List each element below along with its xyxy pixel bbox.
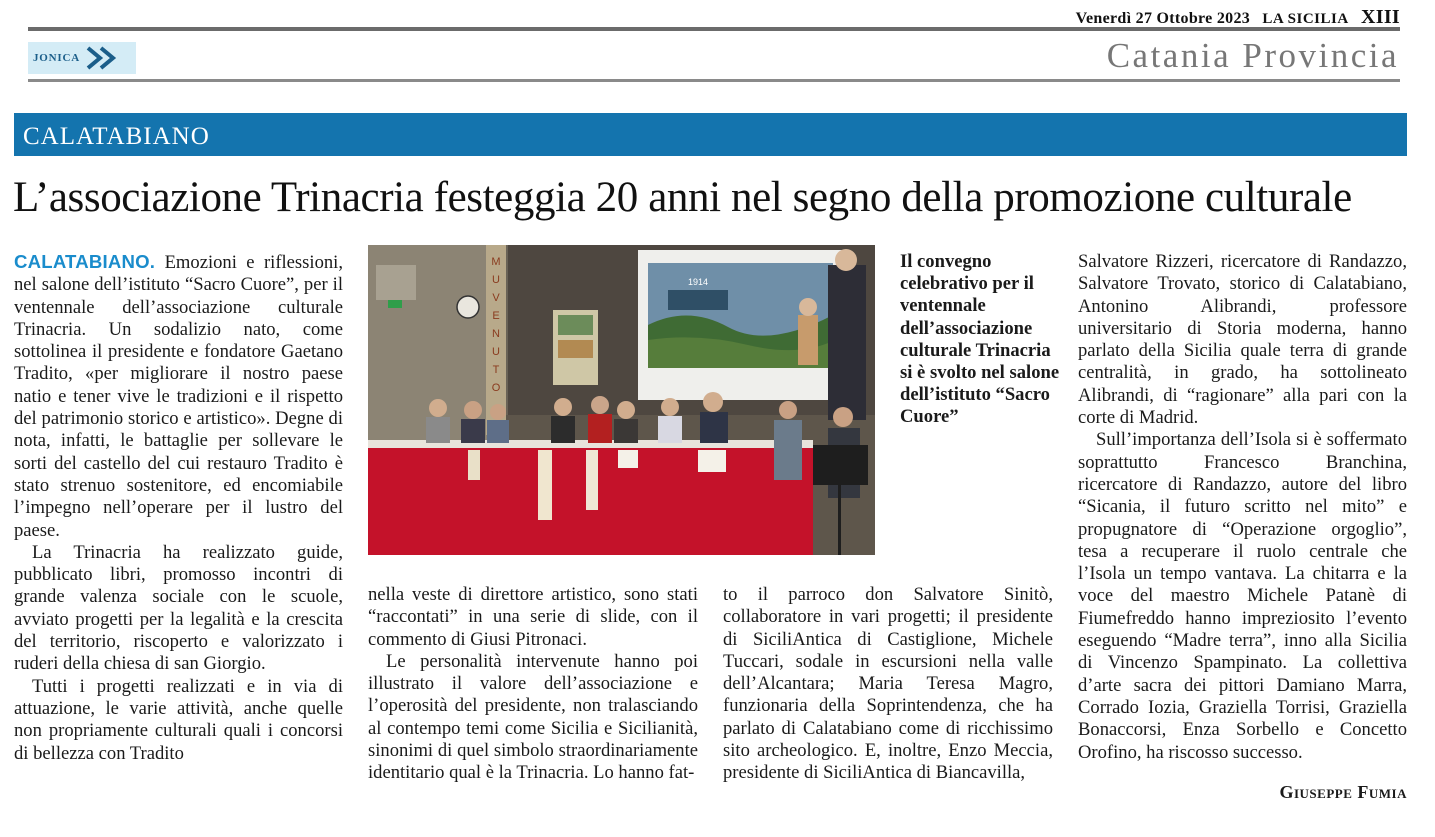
paragraph: Le personalità intervenute hanno poi illustrato il valore dell’associazione e l’operosità del presidente, non tralasciando al contempo temi come Sicilia e Sicilianità, sinonimi di quel simbolo straordinariamente identitario qual è la Trinacria. Lo hanno fat- [368, 650, 698, 784]
wall-letter: M [491, 256, 501, 268]
article-column-2 [368, 584, 698, 785]
wall-letter: U [492, 346, 500, 358]
slide-label: 1914 [687, 277, 709, 287]
wall-letter: U [492, 274, 500, 286]
wall-letter: O [491, 382, 501, 394]
wall-letter: N [492, 328, 500, 340]
zone-label: JONICA [33, 52, 80, 64]
wall-letter: V [492, 292, 500, 304]
article-photo [368, 245, 875, 555]
masthead-bottom-rule [28, 79, 1400, 82]
conference-photo [368, 245, 875, 555]
article-headline: L’associazione Trinacria festeggia 20 anni nel segno della promozione culturale [13, 174, 1352, 221]
paragraph: nella veste di direttore artistico, sono stati “raccontati” in una serie di slide, con il commento di Giusi Pitronaci. [368, 584, 698, 650]
photo-caption: Il convegno celebrativo per il ventennale dell’associazione culturale Trinacria si è svolto nel salone dell’istituto “Sacro Cuore” [900, 251, 1060, 428]
location-bar: CALATABIANO [14, 113, 1407, 156]
paragraph-text: Emozioni e riflessioni, nel salone dell’istituto “Sacro Cuore”, per il ventennale dell’associazione culturale Trinacria. Un sodalizio nato, come sottolinea il presidente e fondatore Gaetano Tradito, «per migliorare il nostro paese natio e tener vive le tradizioni e il rispetto del patrimonio storico e artistico». Degne di nota, infatti, le battaglie per sollevare le sorti del castello del cui restauro Tradito è stato strenuo sostenitore, ed encomiabile l’impegno nell’operare per il lustro del paese. [14, 252, 343, 541]
author-byline: Giuseppe Fumia [1279, 782, 1407, 802]
section-title: Catania Provincia [1106, 36, 1399, 75]
page-number: XIII [1361, 6, 1400, 28]
paragraph: to il parroco don Salvatore Sinitò, collaboratore in vari progetti; il presidente di SiciliAntica di Castiglione, Michele Tuccari, sodale in escursioni nella valle dell’Alcantara; Maria Teresa Magro, funzionaria della Soprintendenza, che ha parlato di Calatabiano come di ricchissimo sito archeologico. E, inoltre, Enzo Meccia, presidente di SiciliAntica di Biancavilla, [723, 584, 1053, 784]
dateline [1076, 6, 1400, 29]
paragraph: Tutti i progetti realizzati e in via di attuazione, le varie attività, anche quelle non propriamente culturali quali i concorsi di bellezza con Tradito [14, 675, 343, 764]
wall-letter: E [492, 310, 500, 322]
paragraph: Salvatore Rizzeri, ricercatore di Randazzo, Salvatore Trovato, storico di Calatabiano, Antonino Alibrandi, professore universitario di Storia moderna, hanno parlato della Sicilia quale terra di grande centralità, in grado, ha sottolineato Alibrandi, di “ragionare” alla pari con la corte di Madrid. [1078, 251, 1407, 429]
zone-badge [28, 42, 136, 74]
double-chevron-icon [84, 45, 124, 71]
article-column-1 [14, 251, 343, 765]
newspaper-name: LA SICILIA [1262, 11, 1349, 27]
paragraph: La Trinacria ha realizzato guide, pubblicato libri, promosso incontri di grande valenza sociale con le scuole, avviato progetti per la legalità e la crescita del territorio, riscoperto e valorizzato i ruderi della chiesa di san Giorgio. [14, 541, 343, 675]
wall-letter: T [492, 364, 500, 376]
dateline-kicker: CALATABIANO. [14, 251, 156, 272]
paragraph [14, 251, 343, 542]
paragraph: Sull’importanza dell’Isola si è soffermato soprattutto Francesco Branchina, ricercatore di Randazzo, autore del libro “Sicania, il futuro scritto nel mito” e propugnatore di “Operazione orgoglio”, tesa a recuperare il ruolo centrale che l’Isola un tempo vantava. La chitarra e la voce del maestro Michele Patanè di Fiumefreddo hanno impreziosito l’evento eseguendo “Madre terra”, inno alla Sicilia di Vincenzo Spampinato. La collettiva d’arte sacra dei pittori Damiano Marra, Corrado Iozia, Graziella Torrisi, Graziella Bonaccorsi, Enza Sorbello e Concetto Orofino, ha riscosso successo. [1078, 429, 1407, 763]
issue-date: Venerdì 27 Ottobre 2023 [1075, 10, 1251, 27]
article-column-4 [1078, 251, 1407, 764]
article-column-3 [723, 584, 1053, 785]
